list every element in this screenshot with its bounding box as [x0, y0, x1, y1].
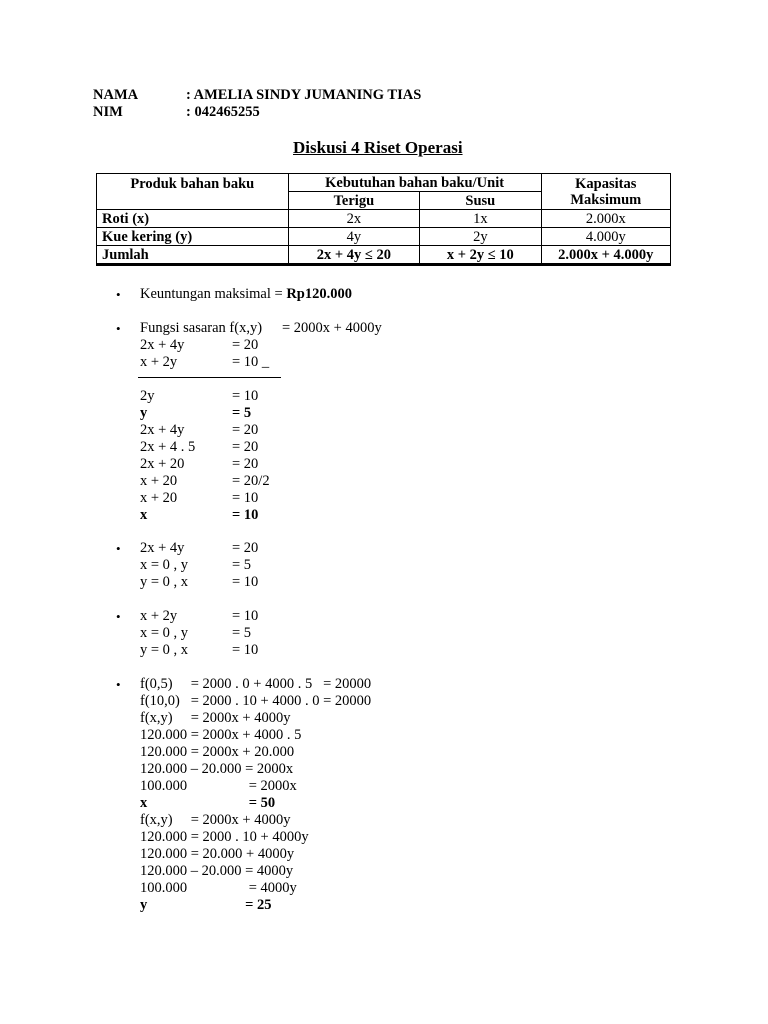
calc-line: 120.000 = 20.000 + 4000y [140, 846, 295, 862]
calc-line: y = 25 [140, 897, 272, 913]
elimination-block [140, 337, 440, 371]
eq-left: 2y [140, 388, 155, 404]
eq-left: 2x + 4y [140, 540, 185, 556]
eq-right: = 20 [232, 439, 259, 455]
equation-line [140, 422, 259, 439]
eq-left: 2x + 4 . 5 [140, 439, 196, 455]
calc-line: x = 50 [140, 795, 276, 811]
eq-right: = 10 [232, 574, 259, 590]
eq-right: = 10 [232, 608, 259, 624]
eq-right: = 10 _ [232, 354, 270, 370]
bullet-icon: • [116, 287, 121, 302]
eq-left: y = 0 , x [140, 642, 189, 658]
bullet-icon: • [116, 321, 121, 336]
eq-left: 2x + 20 [140, 456, 185, 472]
eq-left: 2x + 4y [140, 337, 185, 353]
cell-susu: 2y [420, 228, 541, 246]
calc-line: 120.000 – 20.000 = 4000y [140, 863, 294, 879]
header-kapasitas-line1: Kapasitas [575, 175, 637, 192]
calc-line: 120.000 = 2000x + 4000 . 5 [140, 727, 302, 743]
table-row-total [97, 246, 671, 265]
solution-block [140, 388, 440, 524]
cell-terigu: 4y [288, 228, 419, 246]
nama-label: NAMA [93, 87, 139, 103]
objective-head [140, 320, 382, 337]
header-kapasitas [541, 174, 670, 210]
calc-line: 120.000 = 2000 . 10 + 4000y [140, 829, 309, 845]
equation-line [140, 625, 252, 642]
equation-line [140, 473, 270, 490]
header-kapasitas-line2: Maksimum [570, 191, 642, 208]
evaluation-block [140, 676, 540, 916]
cell-kapasitas: 2.000x + 4.000y [541, 246, 670, 265]
bullet-icon: • [116, 541, 121, 556]
eq-right: = 5 [232, 557, 252, 573]
cell-produk: Kue kering (y) [97, 228, 289, 246]
nim-label: NIM [93, 104, 123, 120]
calc-line: f(0,5) = 2000 . 0 + 4000 . 5 = 20000 [140, 676, 372, 692]
subtraction-rule [138, 377, 281, 378]
calc-line: 100.000 = 2000x [140, 778, 297, 794]
calc-line: 100.000 = 4000y [140, 880, 297, 896]
header-produk: Produk bahan baku [97, 174, 289, 210]
eq-right: = 10 [232, 490, 259, 506]
cell-terigu: 2x [288, 210, 419, 228]
eq-right: = 10 [232, 507, 259, 523]
eq-right: = 20 [232, 337, 259, 353]
eq-right: = 5 [232, 405, 252, 421]
cell-produk: Jumlah [97, 246, 289, 265]
objective-expr: = 2000x + 4000y [282, 320, 382, 336]
equation-line [140, 388, 259, 405]
page-title: Diskusi 4 Riset Operasi [293, 138, 463, 157]
table-row [97, 228, 671, 246]
eq-right: = 10 [232, 642, 259, 658]
equation-line [140, 490, 259, 507]
equation-line [140, 354, 270, 371]
equation-line [140, 574, 259, 591]
eq-right: = 20 [232, 540, 259, 556]
cell-susu: x + 2y ≤ 10 [420, 246, 541, 265]
equation-line [140, 337, 259, 354]
eq-right: = 20 [232, 456, 259, 472]
bullet-icon: • [116, 609, 121, 624]
cell-kapasitas: 4.000y [541, 228, 670, 246]
objective-label: Fungsi sasaran f(x,y) [140, 320, 263, 336]
table-row [97, 210, 671, 228]
equation-line [140, 439, 259, 456]
cell-terigu: 2x + 4y ≤ 20 [288, 246, 419, 265]
intercepts-block-1 [140, 540, 440, 591]
eq-left: x + 2y [140, 354, 178, 370]
equation-line [140, 557, 252, 574]
cell-produk: Roti (x) [97, 210, 289, 228]
calc-line: f(x,y) = 2000x + 4000y [140, 812, 291, 828]
calc-line: f(x,y) = 2000x + 4000y [140, 710, 291, 726]
eq-left: 2x + 4y [140, 422, 185, 438]
calc-line: f(10,0) = 2000 . 10 + 4000 . 0 = 20000 [140, 693, 372, 709]
equation-line [140, 540, 259, 557]
header-kebutuhan: Kebutuhan bahan baku/Unit [288, 174, 541, 192]
equation-line [140, 608, 259, 625]
calc-line: 120.000 = 2000x + 20.000 [140, 744, 295, 760]
intercepts-block-2 [140, 608, 440, 659]
eq-right: = 20/2 [232, 473, 270, 489]
profit-label: Keuntungan maksimal = [140, 286, 287, 302]
eq-left: x = 0 , y [140, 557, 189, 573]
raw-material-table [96, 173, 671, 266]
eq-left: x + 2y [140, 608, 178, 624]
nim-value: : 042465255 [186, 104, 260, 120]
eq-right: = 20 [232, 422, 259, 438]
equation-line [140, 456, 259, 473]
equation-line [140, 507, 259, 524]
eq-left: x = 0 , y [140, 625, 189, 641]
equation-line [140, 405, 252, 422]
calc-line: 120.000 – 20.000 = 2000x [140, 761, 294, 777]
eq-left: y [140, 405, 148, 421]
eq-left: x [140, 507, 148, 523]
equation-line [140, 642, 259, 659]
header-susu: Susu [420, 192, 541, 210]
eq-left: x + 20 [140, 490, 178, 506]
profit-line [140, 286, 352, 303]
bullet-icon: • [116, 677, 121, 692]
cell-susu: 1x [420, 210, 541, 228]
cell-kapasitas: 2.000x [541, 210, 670, 228]
header-terigu: Terigu [288, 192, 419, 210]
eq-right: = 5 [232, 625, 252, 641]
nama-value: : AMELIA SINDY JUMANING TIAS [186, 87, 422, 103]
profit-value: Rp120.000 [286, 286, 352, 302]
eq-left: y = 0 , x [140, 574, 189, 590]
eq-right: = 10 [232, 388, 259, 404]
eq-left: x + 20 [140, 473, 178, 489]
